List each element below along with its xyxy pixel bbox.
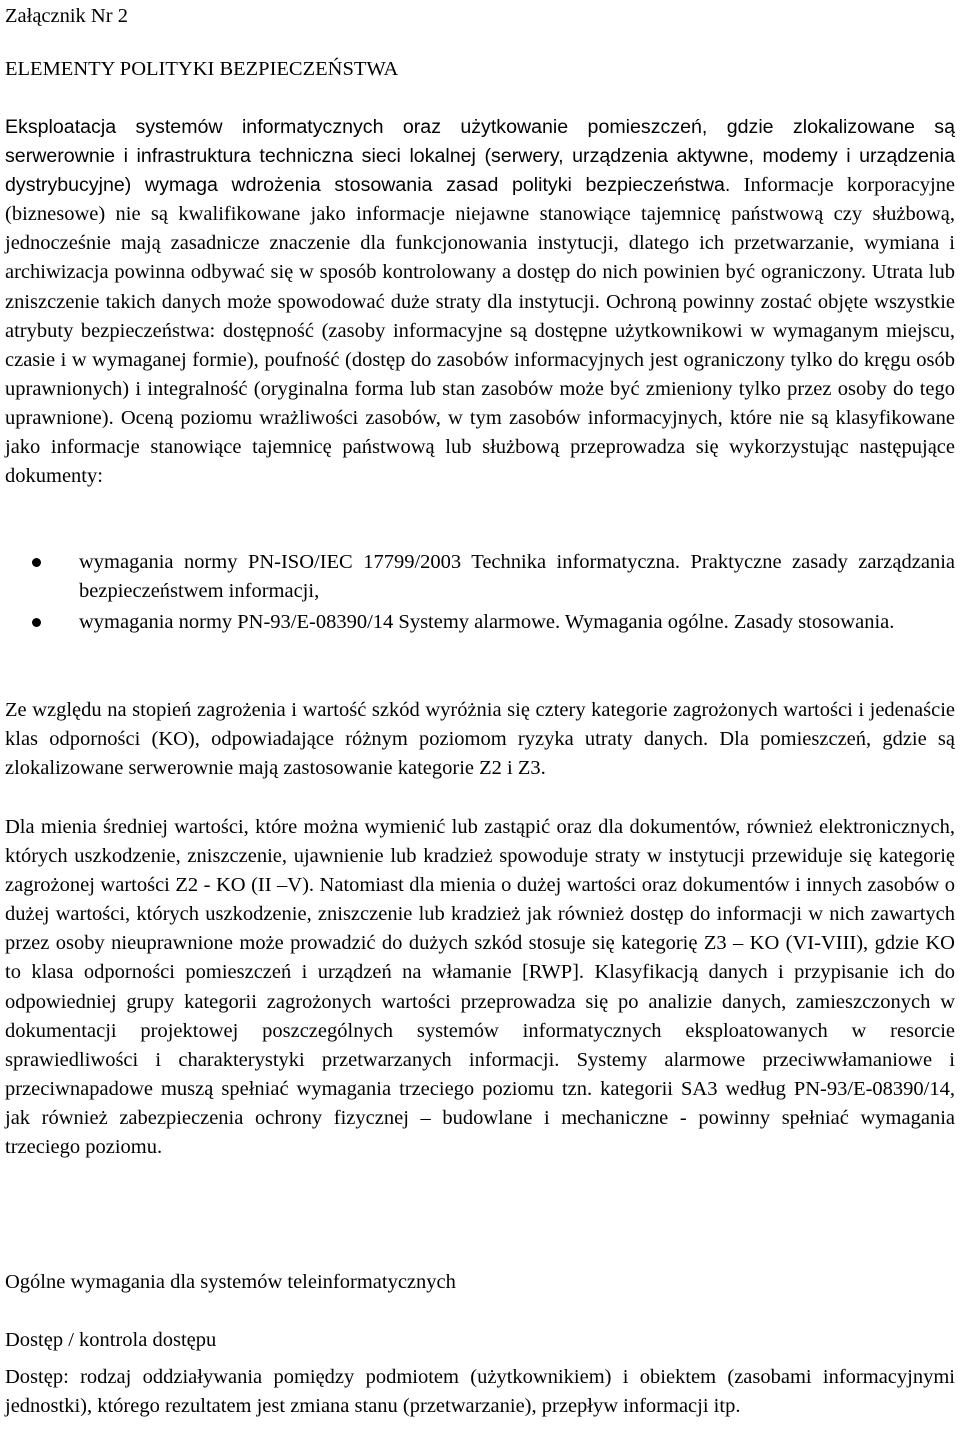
general-requirements-heading: Ogólne wymagania dla systemów teleinformatycznych [5, 1270, 456, 1293]
property-paragraph: Dla mienia średniej wartości, które można wymienić lub zastąpić oraz dla dokumentów, również elektronicznych, których uszkodzenie, zniszczenie, ujawnienie lub kradzież spowoduje straty w instytucji przewiduje się kategorię zagrożonej wartości Z2 - KO (II –V). Natomiast dla mienia o dużej wartości oraz dokumentów i innych zasobów o dużej wartości, których uszkodzenie, zniszczenie lub kradzież jak również dostęp do informacji w nich zawartych przez osoby nieuprawnione może prowadzić do dużych szkód stosuje się kategorię Z3 – KO (VI-VIII), gdzie KO to klasa odporności pomieszczeń i urządzeń na włamanie [RWP]. Klasyfikacją danych i przypisanie ich do odpowiedniej grupy kategorii zagrożonych wartości przeprowadza się po analizie danych, zamieszczonych w dokumentacji projektowej poszczególnych systemów informatycznych eksploatowanych w resorcie sprawiedliwości i charakterystyki przetwarzanych informacji. Systemy alarmowe przeciwwłamaniowe i przeciwnapadowe muszą spełniać wymagania trzeciego poziomu tzn. kategorii SA3 według PN-93/E-08390/14, jak również zabezpieczenia ochrony fizycznej – budowlane i mechaniczne - powinny spełniać wymagania trzeciego poziomu. [5, 816, 955, 1159]
intro-paragraph [5, 113, 955, 491]
list-item [5, 548, 955, 606]
list-item [5, 608, 955, 637]
access-definition-paragraph: Dostęp: rodzaj oddziaływania pomiędzy podmiotem (użytkownikiem) i obiektem (zasobami informacyjnymi jednostki), którego rezultatem jest zmiana stanu (przetwarzanie), przepływ informacji itp. [5, 1366, 955, 1418]
bullet-icon [32, 558, 41, 567]
intro-serif-text: Informacje korporacyjne (biznesowe) nie są kwalifikowane jako informacje niejawne stanowiące tajemnicę państwową czy służbową, jednocześnie mają zasadnicze znaczenie dla funkcjonowania instytucji, dlatego ich przetwarzanie, wymiana i archiwizacja powinna odbywać się w sposób kontrolowany a dostęp do nich powinien być ograniczony. Utrata lub zniszczenie takich danych może spowodować duże straty dla instytucji. Ochroną powinny zostać objęte wszystkie atrybuty bezpieczeństwa: dostępność (zasoby informacyjne są dostępne użytkownikowi w wymaganym miejscu, czasie i w wymaganej formie), poufność (dostęp do zasobów informacyjnych jest ograniczony tylko do kręgu osób uprawnionych) i integralność (oryginalna forma lub stan zasobów może być zmieniony tylko przez osoby do tego uprawnione). Oceną poziomu wrażliwości zasobów, w tym zasobów informacyjnych, które nie są klasyfikowane jako informacje stanowiące tajemnicę państwową lub służbową przeprowadza się wykorzystując następujące dokumenty: [5, 174, 955, 488]
annex-label: Załącznik Nr 2 [5, 5, 128, 27]
intro-sans-text: Eksploatacja systemów informatycznych oraz użytkowanie pomieszczeń, gdzie zlokalizowane są serwerownie i infrastruktura techniczna sieci lokalnej (serwery, urządzenia aktywne, modemy i urządzenia dystrybucyjne) wymaga wdrożenia stosowania zasad polityki bezpieczeństwa. [5, 116, 955, 197]
document-title: ELEMENTY POLITYKI BEZPIECZEŃSTWA [5, 58, 399, 80]
list-item-text: wymagania normy PN-ISO/IEC 17799/2003 Technika informatyczna. Praktyczne zasady zarządzania bezpieczeństwem informacji, [79, 551, 955, 603]
categories-paragraph: Ze względu na stopień zagrożenia i wartość szkód wyróżnia się cztery kategorie zagrożonych wartości i jedenaście klas odporności (KO), odpowiadające różnym poziomom ryzyka utraty danych. Dla pomieszczeń, gdzie są zlokalizowane serwerownie mają zastosowanie kategorie Z2 i Z3. [5, 699, 955, 780]
access-control-heading: Dostęp / kontrola dostępu [5, 1328, 217, 1351]
list-item-text: wymagania normy PN-93/E-08390/14 Systemy alarmowe. Wymagania ogólne. Zasady stosowania. [79, 611, 895, 634]
bullet-icon [32, 618, 41, 627]
documents-list [5, 548, 955, 639]
